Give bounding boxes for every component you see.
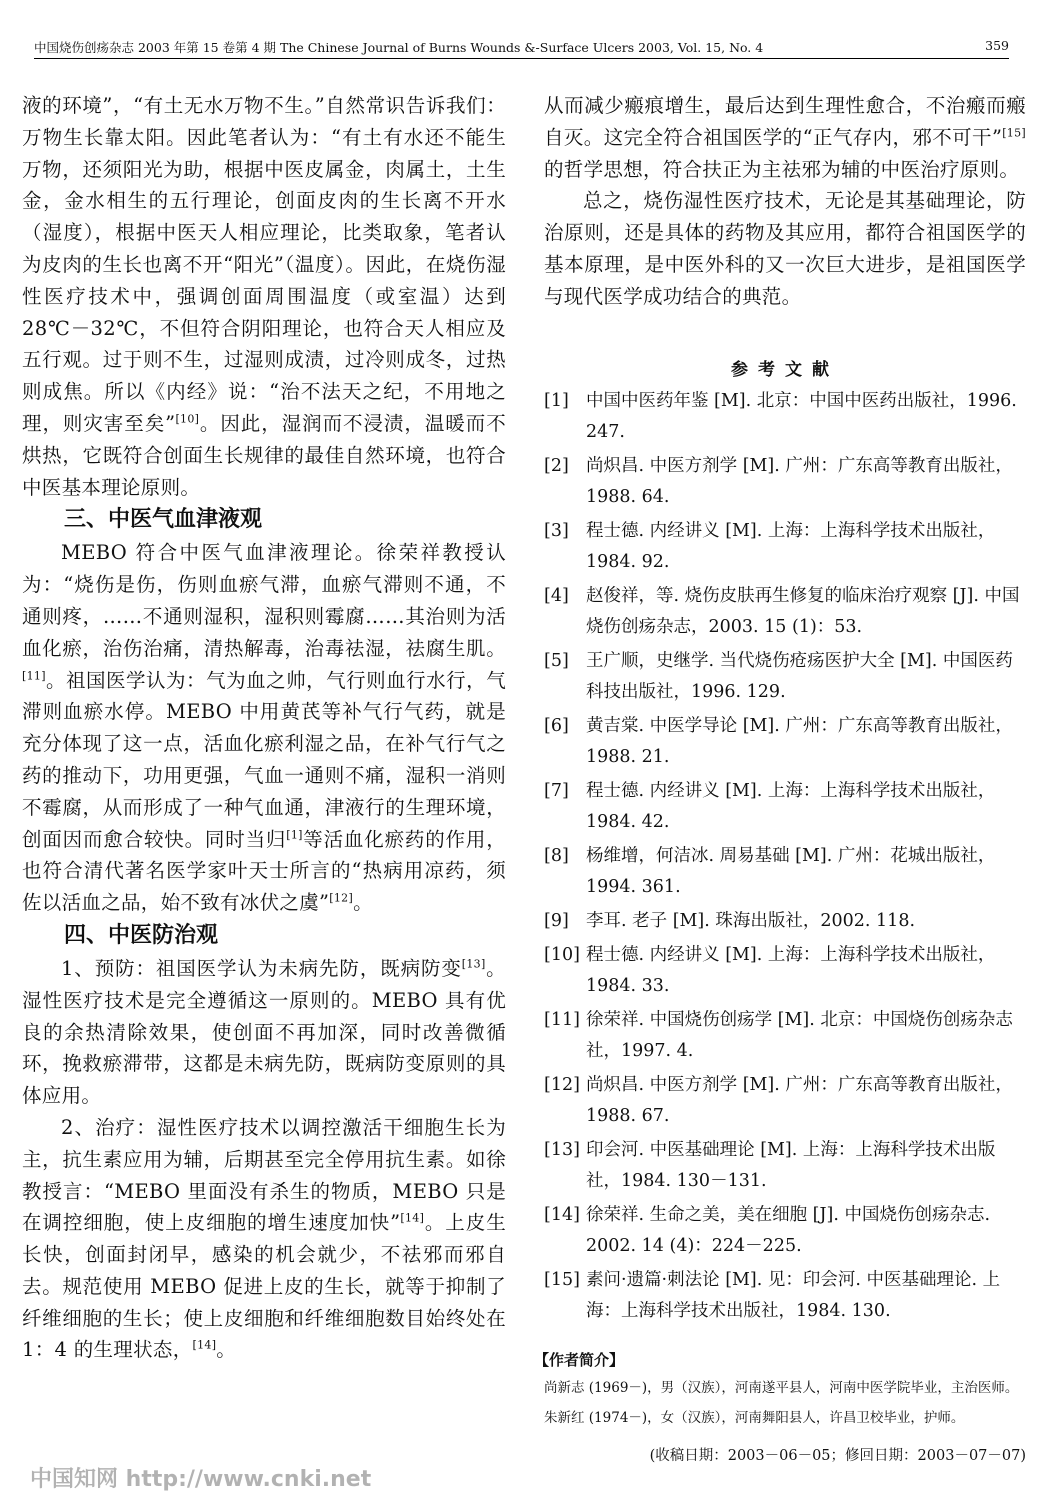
citation[interactable]: [14]	[400, 1211, 425, 1225]
paragraph: 总之，烧伤湿性医疗技术，无论是其基础理论，防治原则，还是具体的药物及其应用，都符合祖国医学的基本原理，是中医外科的又一次巨大进步，是祖国医学与现代医学成功结合的典范。	[544, 189, 1026, 308]
references-title: 参考文献	[731, 359, 839, 380]
paragraph: 2、治疗：湿性医疗技术以调控激活干细胞生长为主，抗生素应用为辅，后期甚至完全停用抗生素。如徐教授言：“MEBO 里面没有杀生的物质，MEBO 只是在调控细胞，使上皮细胞的增生速度加快”[14]。上皮生长快，创面封闭早，感染的机会就少，不祛邪而邪自去。规范使用 MEBO 促进上皮的生长，就等于抑制了纤维细胞的生长；使上皮细胞和纤维细胞数目始终处在 1：4 的生理状态，[14]。	[22, 1115, 506, 1362]
paragraph: 液的环境”，“有土无水万物不生。”自然常识告诉我们：万物生长靠太阳。因此笔者认为：“有土有水还不能生万物，还须阳光为助，根据中医皮属金，肉属土，土生金，金水相生的五行理论，创面皮肉的生长离不开水（湿度），根据中医天人相应理论，比类取象，笔者认为皮肉的生长也离不开“阳光”（温度）。因此，在烧伤湿性医疗技术中，强调创面周围温度（或室温）达到 28℃－32℃，不但符合阴阳理论，也符合天人相应及五行观。过于则不生，过湿则成渍，过冷则成冬，过热则成焦。所以《内经》说：“治不法天之纪，不用地之理，则灾害至矣”[10]。因此，湿润而不浸渍，温暖而不烘热，它既符合创面生长规律的最佳自然环境，也符合中医基本理论原则。	[22, 94, 506, 499]
reference-item: [1] 中国中医药年鉴 [M]. 北京：中国中医药出版社，1996. 247.	[544, 390, 1017, 442]
citation[interactable]: [15]	[1002, 126, 1026, 140]
reference-item: [14] 徐荣祥. 生命之美，美在细胞 [J]. 中国烧伤创疡杂志. 2002. 14 (4)：224－225.	[544, 1204, 991, 1256]
cnki-watermark: 中国知网 http://www.cnki.net	[30, 1467, 372, 1492]
received-revised-dates: (收稿日期：2003－06－05；修回日期：2003－07－07)	[649, 1447, 1026, 1464]
running-header	[34, 38, 1009, 60]
journal-citation: 中国烧伤创疡杂志 2003 年第 15 卷第 4 期 The Chinese Journal of Burns Wounds &-Surface Ulcers 2003, Vol. 15, No. 4	[34, 40, 764, 55]
reference-item: [10] 程士德. 内经讲义 [M]. 上海：上海科学技术出版社，1984. 33.	[544, 944, 996, 996]
reference-item: [15] 素问·遗篇·刺法论 [M]. 见：印会河. 中医基础理论. 上海：上海科学技术出版社，1984. 130.	[544, 1269, 1001, 1321]
reference-item: [7] 程士德. 内经讲义 [M]. 上海：上海科学技术出版社，1984. 42.	[544, 780, 996, 832]
author-info-title: 【作者简介】	[534, 1350, 625, 1369]
paragraph: 1、预防：祖国医学认为未病先防，既病防变[13]。湿性医疗技术是完全遵循这一原则的。MEBO 具有优良的余热清除效果，使创面不再加深，同时改善微循环，挽救瘀滞带，这都是未病先防，既病防变原则的具体应用。	[22, 956, 506, 1108]
reference-item: [11] 徐荣祥. 中国烧伤创疡学 [M]. 北京：中国烧伤创疡杂志社，1997. 4.	[544, 1009, 1013, 1061]
reference-item: [13] 印会河. 中医基础理论 [M]. 上海：上海科学技术出版社，1984. 130－131.	[544, 1139, 996, 1191]
paragraph: MEBO 符合中医气血津液理论。徐荣祥教授认为：“烧伤是伤，伤则血瘀气滞，血瘀气滞则不通，不通则疼，……不通则湿积，湿积则霉腐……其治则为活血化瘀，治伤治痛，清热解毒，治毒祛湿，祛腐生肌。[11]。祖国医学认为：气为血之帅，气行则血行水行，气滞则血瘀水停。MEBO 中用黄芪等补气行气药，就是充分体现了这一点，活血化瘀利湿之品，在补气行气之药的推动下，功用更强，气血一通则不痛，湿积一消则不霉腐，从而形成了一种气血通，津液行的生理环境，创面因而愈合较快。同时当归[1]等活血化瘀药的作用，也符合清代著名医学家叶天士所言的“热病用凉药，须佐以活血之品，始不致有冰伏之虞”[12]。	[22, 541, 506, 915]
reference-list	[544, 386, 1026, 1327]
citation[interactable]: [1]	[286, 828, 303, 842]
reference-item: [8] 杨维增，何洁冰. 周易基础 [M]. 广州：花城出版社，1994. 361.	[544, 845, 996, 897]
paragraph: 从而减少瘢痕增生，最后达到生理性愈合，不治瘢而瘢自灭。这完全符合祖国医学的“正气存内，邪不可干”[15]的哲学思想，符合扶正为主祛邪为辅的中医治疗原则。	[544, 94, 1026, 181]
author-entry: 朱新红 (1974－)，女（汉族），河南舞阳县人，许昌卫校毕业，护师。	[544, 1409, 965, 1426]
author-entry: 尚新志 (1969－)，男（汉族），河南遂平县人，河南中医学院毕业，主治医师。	[544, 1379, 1019, 1396]
citation[interactable]: [12]	[329, 891, 354, 905]
reference-item: [12] 尚炽昌. 中医方剂学 [M]. 广州：广东高等教育出版社，1988. 67.	[544, 1074, 1013, 1126]
header-rule	[34, 58, 1009, 59]
citation[interactable]: [10]	[175, 412, 200, 426]
author-info	[534, 1349, 1026, 1430]
citation[interactable]: [11]	[22, 669, 46, 683]
section-heading-4: 四、中医防治观	[64, 922, 219, 948]
reference-item: [5] 王广顺，史继学. 当代烧伤疮疡医护大全 [M]. 中国医药科技出版社，1996. 129.	[544, 650, 1013, 702]
page-number: 359	[985, 38, 1009, 53]
citation[interactable]: [13]	[461, 957, 486, 971]
reference-item: [6] 黄吉棠. 中医学导论 [M]. 广州：广东高等教育出版社，1988. 21.	[544, 715, 1013, 767]
right-column	[534, 90, 1026, 1465]
reference-item: [2] 尚炽昌. 中医方剂学 [M]. 广州：广东高等教育出版社，1988. 64.	[544, 455, 1013, 507]
citation[interactable]: [14]	[192, 1338, 217, 1352]
reference-item: [9] 李耳. 老子 [M]. 珠海出版社，2002. 118.	[544, 910, 916, 931]
reference-item: [4] 赵俊祥，等. 烧伤皮肤再生修复的临床治疗观察 [J]. 中国烧伤创疡杂志，2003. 15 (1)：53.	[544, 585, 1020, 637]
reference-item: [3] 程士德. 内经讲义 [M]. 上海：上海科学技术出版社，1984. 92.	[544, 520, 996, 572]
left-column	[22, 90, 506, 1366]
section-heading-3: 三、中医气血津液观	[64, 507, 263, 533]
